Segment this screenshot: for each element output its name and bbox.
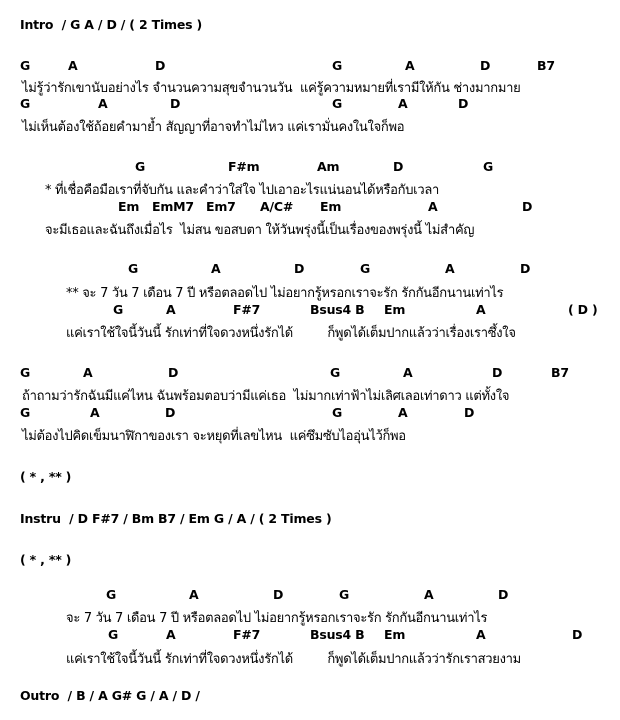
chord: D <box>464 405 475 420</box>
lyric-line: แค่เราใช้ใจนี้วันนี้ รักเท่าที่ใจดวงหนึ่งรักได้ ก็พูดได้เต็มปากแล้วว่าเรื่องเราซึ้งใจ <box>66 326 516 341</box>
chord: G <box>113 302 124 317</box>
chord: G <box>20 405 31 420</box>
chord: F#7 <box>233 627 261 642</box>
chord: A <box>445 261 455 276</box>
chord: Em <box>118 199 140 214</box>
chord: G <box>128 261 139 276</box>
chord: D <box>498 587 509 602</box>
chord: D <box>155 58 166 73</box>
chord: G <box>20 58 31 73</box>
chord: B7 <box>537 58 555 73</box>
chord: D <box>170 96 181 111</box>
chord: D <box>492 365 503 380</box>
chord: D <box>458 96 469 111</box>
repeat-marker-1: ( * , ** ) <box>20 469 72 484</box>
chord: Bsus4 B <box>310 302 365 317</box>
chord: Am <box>317 159 340 174</box>
chord: EmM7 <box>152 199 194 214</box>
chord: G <box>483 159 494 174</box>
lyric-line: ไม่เห็นต้องใช้ถ้อยคำมาย้ำ สัญญาที่อาจทำไม่ไหว แค่เรามั่นคงในใจก็พอ <box>22 120 405 135</box>
chord: Bsus4 B <box>310 627 365 642</box>
lyric-line: ไม่ต้องไปคิดเข็มนาฬิกาของเรา จะหยุดที่เลขไหน แค่ซึมซับไออุ่นไว้ก็พอ <box>22 429 406 444</box>
chord: G <box>339 587 350 602</box>
lyric-line: จะมีเธอและฉันถึงเมื่อไร ไม่สน ขอสบตา ให้วันพรุ่งนี้เป็นเรื่องของพรุ่งนี้ ไม่สำคัญ <box>45 223 475 238</box>
chord: A <box>68 58 78 73</box>
chord: D <box>520 261 531 276</box>
chord: Em <box>384 302 406 317</box>
repeat-marker-2: ( * , ** ) <box>20 552 72 567</box>
chord: G <box>135 159 146 174</box>
chord: G <box>20 96 31 111</box>
chord: Em7 <box>206 199 236 214</box>
chord: F#m <box>228 159 260 174</box>
chord: A <box>166 302 176 317</box>
chord: A <box>403 365 413 380</box>
chord: A <box>83 365 93 380</box>
chord: D <box>393 159 404 174</box>
lyric-line: จะ 7 วัน 7 เดือน 7 ปี หรือตลอดไป ไม่อยากรู้หรอกเราจะรัก รักกันอีกนานเท่าไร <box>66 611 488 626</box>
chord: A <box>398 405 408 420</box>
chord: ( D ) <box>568 302 598 317</box>
chord: A <box>398 96 408 111</box>
chord: D <box>294 261 305 276</box>
chord: D <box>522 199 533 214</box>
lyric-line: ไม่รู้ว่ารักเขานับอย่างไร จำนวนความสุขจำนวนวัน แค่รู้ความหมายที่เรามีให้กัน ช่างมากมาย <box>22 81 521 96</box>
chord: A <box>405 58 415 73</box>
chord: G <box>106 587 117 602</box>
chord: A <box>424 587 434 602</box>
chord: D <box>168 365 179 380</box>
instru-line: Instru / D F#7 / Bm B7 / Em G / A / ( 2 Times ) <box>20 511 332 526</box>
lyric-line: ถ้าถามว่ารักฉันมีแค่ไหน ฉันพร้อมตอบว่ามีแค่เธอ ไม่มากเท่าฟ้าไม่เลิศเลอเท่าดาว แต่ทั้งใจ <box>22 389 510 404</box>
chord: A <box>98 96 108 111</box>
chord: D <box>480 58 491 73</box>
chord: A <box>476 302 486 317</box>
chord: G <box>108 627 119 642</box>
chord: A <box>166 627 176 642</box>
intro-line: Intro / G A / D / ( 2 Times ) <box>20 17 203 32</box>
chord: G <box>332 58 343 73</box>
outro-line: Outro / B / A G# G / A / D / <box>20 688 200 703</box>
chord: A/C# <box>260 199 294 214</box>
chord: G <box>20 365 31 380</box>
chord: A <box>189 587 199 602</box>
chord: B7 <box>551 365 569 380</box>
chord: D <box>273 587 284 602</box>
chord: G <box>330 365 341 380</box>
chord: D <box>165 405 176 420</box>
chord: A <box>428 199 438 214</box>
chord: G <box>332 405 343 420</box>
chord: G <box>360 261 371 276</box>
chord: Em <box>320 199 342 214</box>
lyric-line: แค่เราใช้ใจนี้วันนี้ รักเท่าที่ใจดวงหนึ่งรักได้ ก็พูดได้เต็มปากแล้วว่ารักเราสวยงาม <box>66 652 521 667</box>
chord: A <box>476 627 486 642</box>
chord: A <box>90 405 100 420</box>
chord: D <box>572 627 583 642</box>
chord: A <box>211 261 221 276</box>
lyric-line: ** จะ 7 วัน 7 เดือน 7 ปี หรือตลอดไป ไม่อยากรู้หรอกเราจะรัก รักกันอีกนานเท่าไร <box>66 286 504 301</box>
chord: Em <box>384 627 406 642</box>
chord: F#7 <box>233 302 261 317</box>
lyric-line: * ที่เชื่อคือมือเราที่จับกัน และคำว่าใส่ใจ ไปเอาอะไรแน่นอนได้หรือกับเวลา <box>45 183 439 198</box>
chord: G <box>332 96 343 111</box>
